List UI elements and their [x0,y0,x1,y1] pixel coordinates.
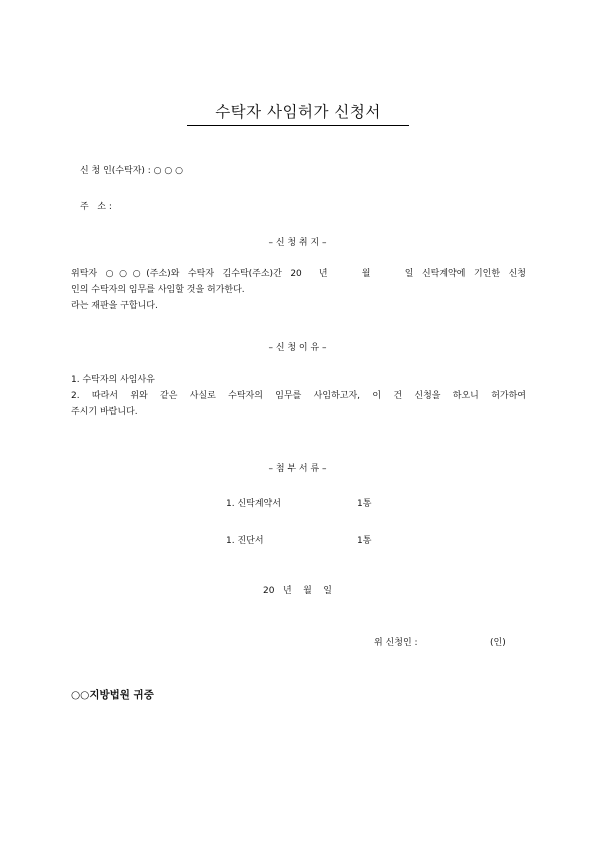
signature-label: 위 신청인 : [374,638,418,648]
reason-line: 주시기 바랍니다. [71,407,138,417]
date-line: 20 년 월 일 [262,586,332,596]
purpose-line: 위탁자 ○○○(주소)와 수탁자 김수탁(주소)간 20 년 월 일 신탁계약에 기인한 신청 [71,269,526,279]
reason-heading: – 신 청 이 유 – [268,343,327,353]
reason-line: 1. 수탁자의 사임사유 [71,375,155,385]
attachments-heading: – 첨 부 서 류 – [268,464,327,474]
purpose-heading: – 신 청 취 지 – [268,238,327,248]
attachment-name: 1. 진단서 [226,536,264,546]
applicant-line: 신 청 인(수탁자) : ○ ○ ○ [80,166,183,176]
reason-paragraph [71,372,526,420]
reason-line: 2. 따라서 위와 같은 사실로 수탁자의 임무를 사임하고자, 이 건 신청을 하오니 허가하여 [71,391,526,401]
document-title: 수탁자 사임허가 신청서 [187,102,409,126]
attachment-qty: 1통 [357,499,372,509]
purpose-paragraph [71,266,526,314]
court-addressee: ○○지방법원 귀중 [71,689,154,701]
attachment-name: 1. 신탁계약서 [226,499,281,509]
purpose-line: 라는 재판을 구합니다. [71,301,158,311]
purpose-line: 인의 수탁자의 임무를 사임할 것을 허가한다. [71,285,245,295]
attachment-qty: 1통 [357,536,372,546]
address-line: 주 소 : [80,202,112,212]
seal-mark: (인) [490,638,506,648]
